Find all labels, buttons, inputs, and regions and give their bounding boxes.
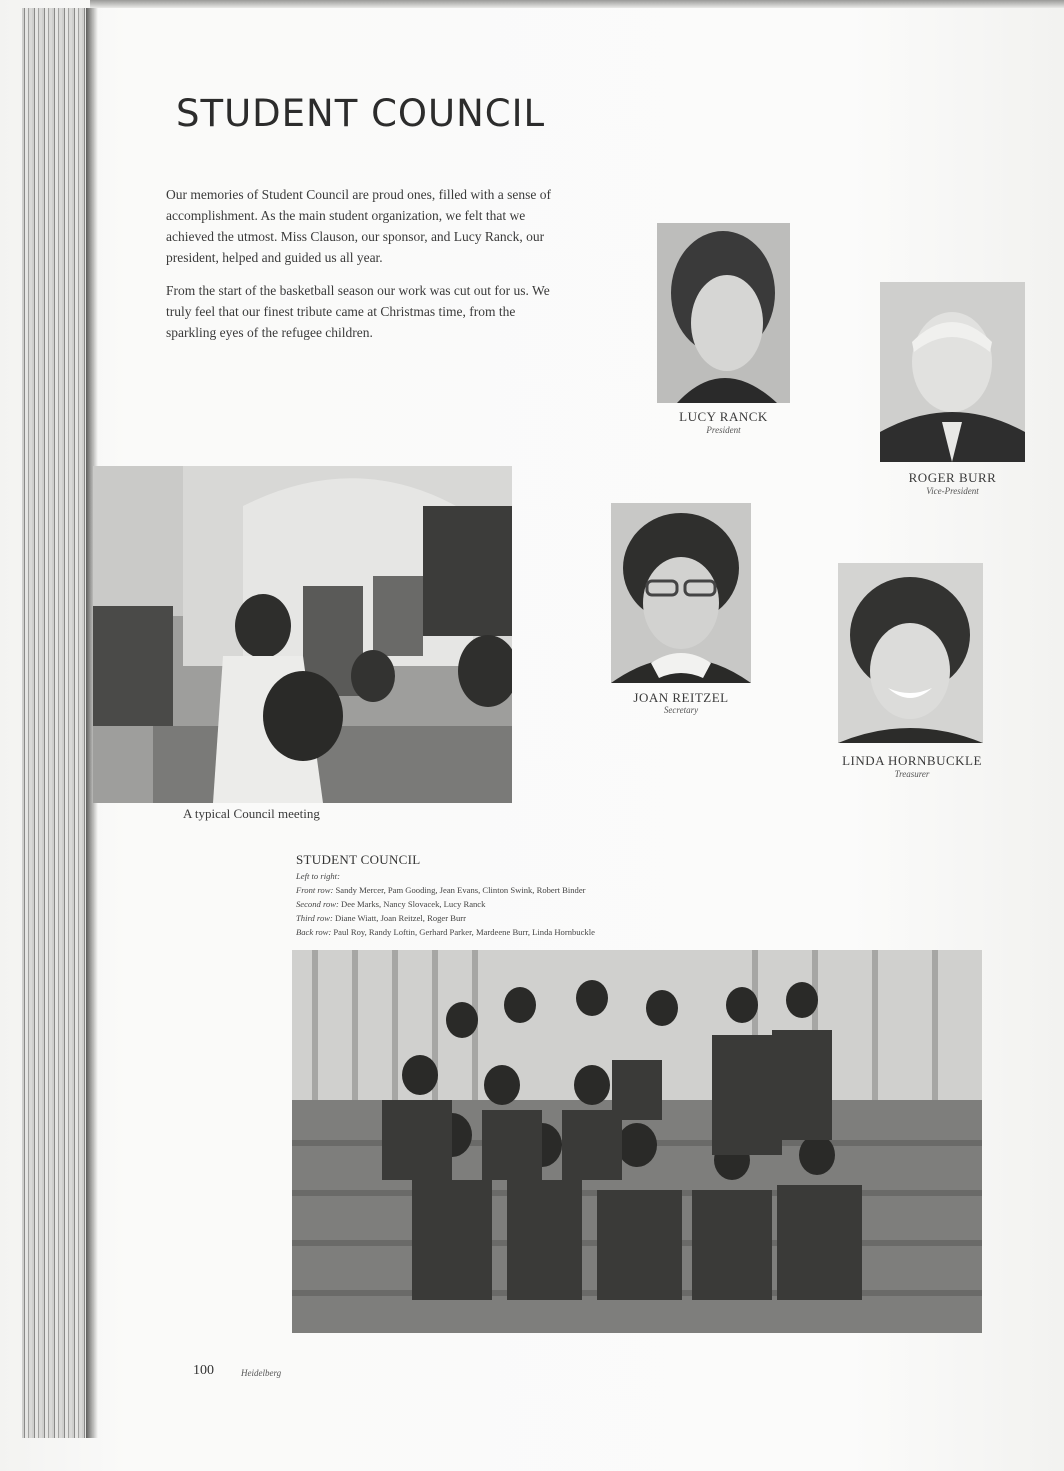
book-title: Heidelberg — [241, 1368, 282, 1378]
group-caption-row: Second row: Dee Marks, Nancy Slovacek, Lucy Ranck — [296, 899, 486, 909]
page-top-edge — [90, 0, 1064, 8]
second-paragraph: From the start of the basketball season our work was cut out for us. We truly feel that our finest tribute came at Christmas time, from the sparkling eyes of the refugee children. — [166, 283, 550, 340]
portrait-photo-vice-president — [880, 282, 1025, 462]
officer-name: JOAN REITZEL — [633, 690, 729, 705]
officer-title: Secretary — [663, 705, 699, 715]
council-meeting-photo — [93, 466, 512, 803]
group-caption-row: Third row: Diane Wiatt, Joan Reitzel, Roger Burr — [296, 913, 467, 923]
group-caption-left-to-right: Left to right: — [296, 871, 340, 881]
student-council-group-photo — [292, 950, 982, 1333]
officer-name: LUCY RANCK — [679, 409, 768, 424]
officer-name: ROGER BURR — [908, 470, 997, 485]
group-caption-row: Front row: Sandy Mercer, Pam Gooding, Jean Evans, Clinton Swink, Robert Binder — [296, 885, 586, 895]
officer-title: Vice-President — [926, 486, 979, 496]
intro-paragraph: Our memories of Student Council are proud ones, filled with a sense of accomplishment. As the main student organization, we felt that we achieved the utmost. Miss Clauson, our sponsor, and Lucy Ranck, our president, helped and guided us all year. — [166, 187, 552, 265]
officer-title: Treasurer — [894, 769, 930, 779]
officer-title: President — [706, 425, 741, 435]
page-number: 100 — [193, 1363, 214, 1378]
officer-name: LINDA HORNBUCKLE — [842, 753, 982, 768]
portrait-photo-secretary — [611, 503, 751, 683]
group-caption-title: STUDENT COUNCIL — [296, 852, 421, 867]
portrait-photo-treasurer — [838, 563, 983, 743]
book-binding-edge — [22, 8, 94, 1438]
page-title: STUDENT COUNCIL — [176, 92, 546, 135]
group-caption-row: Back row: Paul Roy, Randy Loftin, Gerhard Parker, Mardeene Burr, Linda Hornbuckle — [296, 927, 595, 937]
meeting-photo-caption: A typical Council meeting — [183, 806, 320, 821]
portrait-photo-president — [657, 223, 790, 403]
